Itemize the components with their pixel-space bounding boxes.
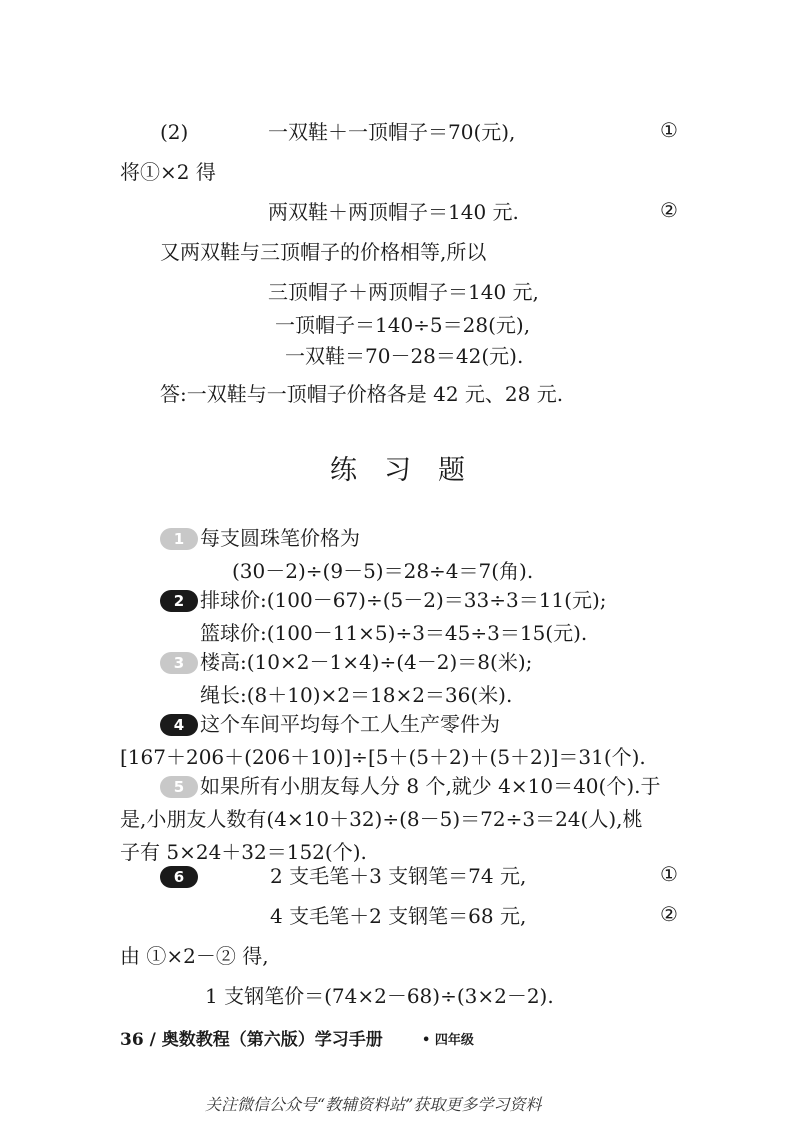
exercise-number-2: 2 <box>160 590 198 612</box>
exercise-6-equation-3: 1 支钢笔价＝(74×2－68)÷(3×2－2). <box>205 984 554 1008</box>
exercise-4-line-1: 这个车间平均每个工人生产零件为 <box>200 712 500 736</box>
equation-2: 两双鞋＋两顶帽子＝140 元. <box>268 200 519 224</box>
exercise-6-step: 由 ①×2－② 得, <box>120 944 269 968</box>
exercise-3-line-1: 楼高:(10×2－1×4)÷(4－2)＝8(米); <box>200 650 533 674</box>
exercise-number-1: 1 <box>160 528 198 550</box>
equation-3: 三顶帽子＋两顶帽子＝140 元, <box>268 280 539 304</box>
equation-1: 一双鞋＋一顶帽子＝70(元), <box>268 120 516 144</box>
step-2: 又两双鞋与三顶帽子的价格相等,所以 <box>160 240 487 264</box>
exercise-6-equation-1-mark: ① <box>660 862 678 886</box>
equation-2-mark: ② <box>660 198 678 222</box>
exercise-5-line-2: 是,小朋友人数有(4×10＋32)÷(8－5)＝72÷3＝24(人),桃 <box>120 807 643 831</box>
exercise-number-5: 5 <box>160 776 198 798</box>
equation-5: 一双鞋＝70－28＝42(元). <box>285 344 524 368</box>
exercise-2-line-1: 排球价:(100－67)÷(5－2)＝33÷3＝11(元); <box>200 588 607 612</box>
step-1: 将①×2 得 <box>120 160 216 184</box>
footer-grade: • 四年级 <box>422 1033 474 1048</box>
exercise-6-equation-1: 2 支毛笔＋3 支钢笔＝74 元, <box>270 864 527 888</box>
exercise-5-line-3: 子有 5×24＋32＝152(个). <box>120 840 367 864</box>
exercise-1-line-2: (30－2)÷(9－5)＝28÷4＝7(角). <box>232 559 534 583</box>
exercise-number-6: 6 <box>160 866 198 888</box>
exercise-2-line-2: 篮球价:(100－11×5)÷3＝45÷3＝15(元). <box>200 621 588 645</box>
section-title: 练 习 题 <box>330 455 465 486</box>
exercise-5-line-1: 如果所有小朋友每人分 8 个,就少 4×10＝40(个).于 <box>200 774 661 798</box>
equation-4: 一顶帽子＝140÷5＝28(元), <box>275 313 531 337</box>
exercise-number-3: 3 <box>160 652 198 674</box>
part-label: (2) <box>160 120 189 144</box>
exercise-1-line-1: 每支圆珠笔价格为 <box>200 526 360 550</box>
footer-page-title: 36 / 奥数教程（第六版）学习手册 <box>120 1030 383 1050</box>
equation-1-mark: ① <box>660 118 678 142</box>
exercise-4-line-2: [167＋206＋(206＋10)]÷[5＋(5＋2)＋(5＋2)]＝31(个). <box>120 745 646 769</box>
exercise-6-equation-2: 4 支毛笔＋2 支钢笔＝68 元, <box>270 904 527 928</box>
exercise-6-equation-2-mark: ② <box>660 902 678 926</box>
exercise-3-line-2: 绳长:(8＋10)×2＝18×2＝36(米). <box>200 683 513 707</box>
watermark-text: 关注微信公众号“教辅资料站”获取更多学习资料 <box>205 1095 542 1114</box>
answer: 答:一双鞋与一顶帽子价格各是 42 元、28 元. <box>160 382 564 406</box>
exercise-number-4: 4 <box>160 714 198 736</box>
